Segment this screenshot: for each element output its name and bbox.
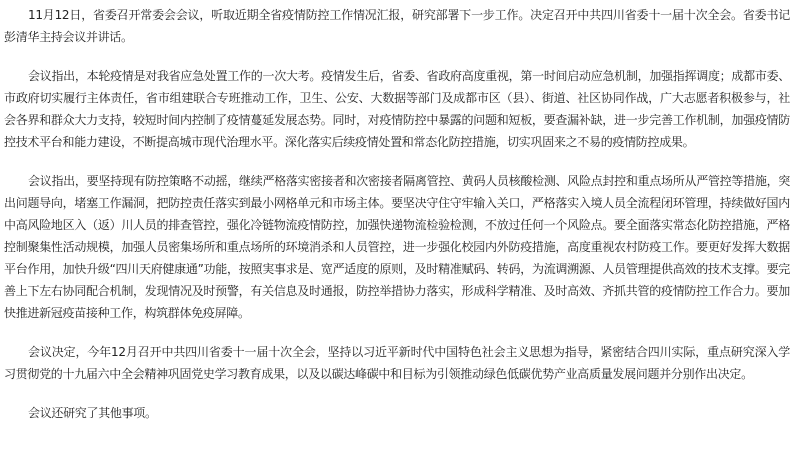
paragraph-emergency-response: 会议指出，本轮疫情是对我省应急处置工作的一次大考。疫情发生后，省委、省政府高度重视，第一时间启动应急机制，加强指挥调度；成都市委、市政府切实履行主体责任，省市组建联合专班推动工作，卫生、公安、大数据等部门及成都市区（县）、街道、社区协同作战，广大志愿者积极参与，社会各界和群众大力支持，较短时间内控制了疫情蔓延发展态势。同时，对疫情防控中暴露的问题和短板，要查漏补缺，进一步完善工作机制，加强疫情防控技术平台和能力建设，不断提高城市现代治理水平。深化落实后续疫情处置和常态化防控措施，切实巩固来之不易的疫情防控成果。: [4, 69, 790, 149]
paragraph-plenary-decision: 会议决定，今年12月召开中共四川省委十一届十次全会，坚持以习近平新时代中国特色社会主义思想为指导，紧密结合四川实际，重点研究深入学习贯彻党的十九届六中全会精神巩固党史学习教育成果，以及以碳达峰碳中和目标为引领推动绿色低碳优势产业高质量发展问题并分别作出决定。: [4, 345, 790, 381]
paragraph-meeting-intro: 11月12日，省委召开常委会会议，听取近期全省疫情防控工作情况汇报，研究部署下一步工作。决定召开中共四川省委十一届十次全会。省委书记彭清华主持会议并讲话。: [4, 8, 790, 44]
paragraph-prevention-measures: 会议指出，要坚持现有防控策略不动摇，继续严格落实密接者和次密接者隔离管控、黄码人员核酸检测、风险点封控和重点场所从严管控等措施，突出问题导向，堵塞工作漏洞，把防控责任落实到最小网格单元和市场主体。要坚决守住守牢输入关口，严格落实入境人员全流程闭环管理，持续做好国内中高风险地区入（返）川人员的排查管控，强化冷链物流疫情防控，加强快递物流检验检测，不放过任何一个风险点。要全面落实常态化防控措施，严格控制聚集性活动规模，加强人员密集场所和重点场所的环境消杀和人员管控，进一步强化校园内外防疫措施，高度重视农村防疫工作。要更好发挥大数据平台作用，加快升级“四川天府健康通”功能，按照実事求是、宽严适度的原则，及时精准赋码、转码，为流调溯源、人员管理提供高效的技术支撑。要完善上下左右协同配合机制，发现情况及时预警，有关信息及时通报，防控举措协力落实，形成科学精准、及时高效、齐抓共管的疫情防控工作合力。要加快推进新冠疫苗接种工作，构筑群体免疫屏障。: [4, 174, 790, 320]
paragraph-other-matters: 会议还研究了其他事项。: [28, 406, 157, 420]
